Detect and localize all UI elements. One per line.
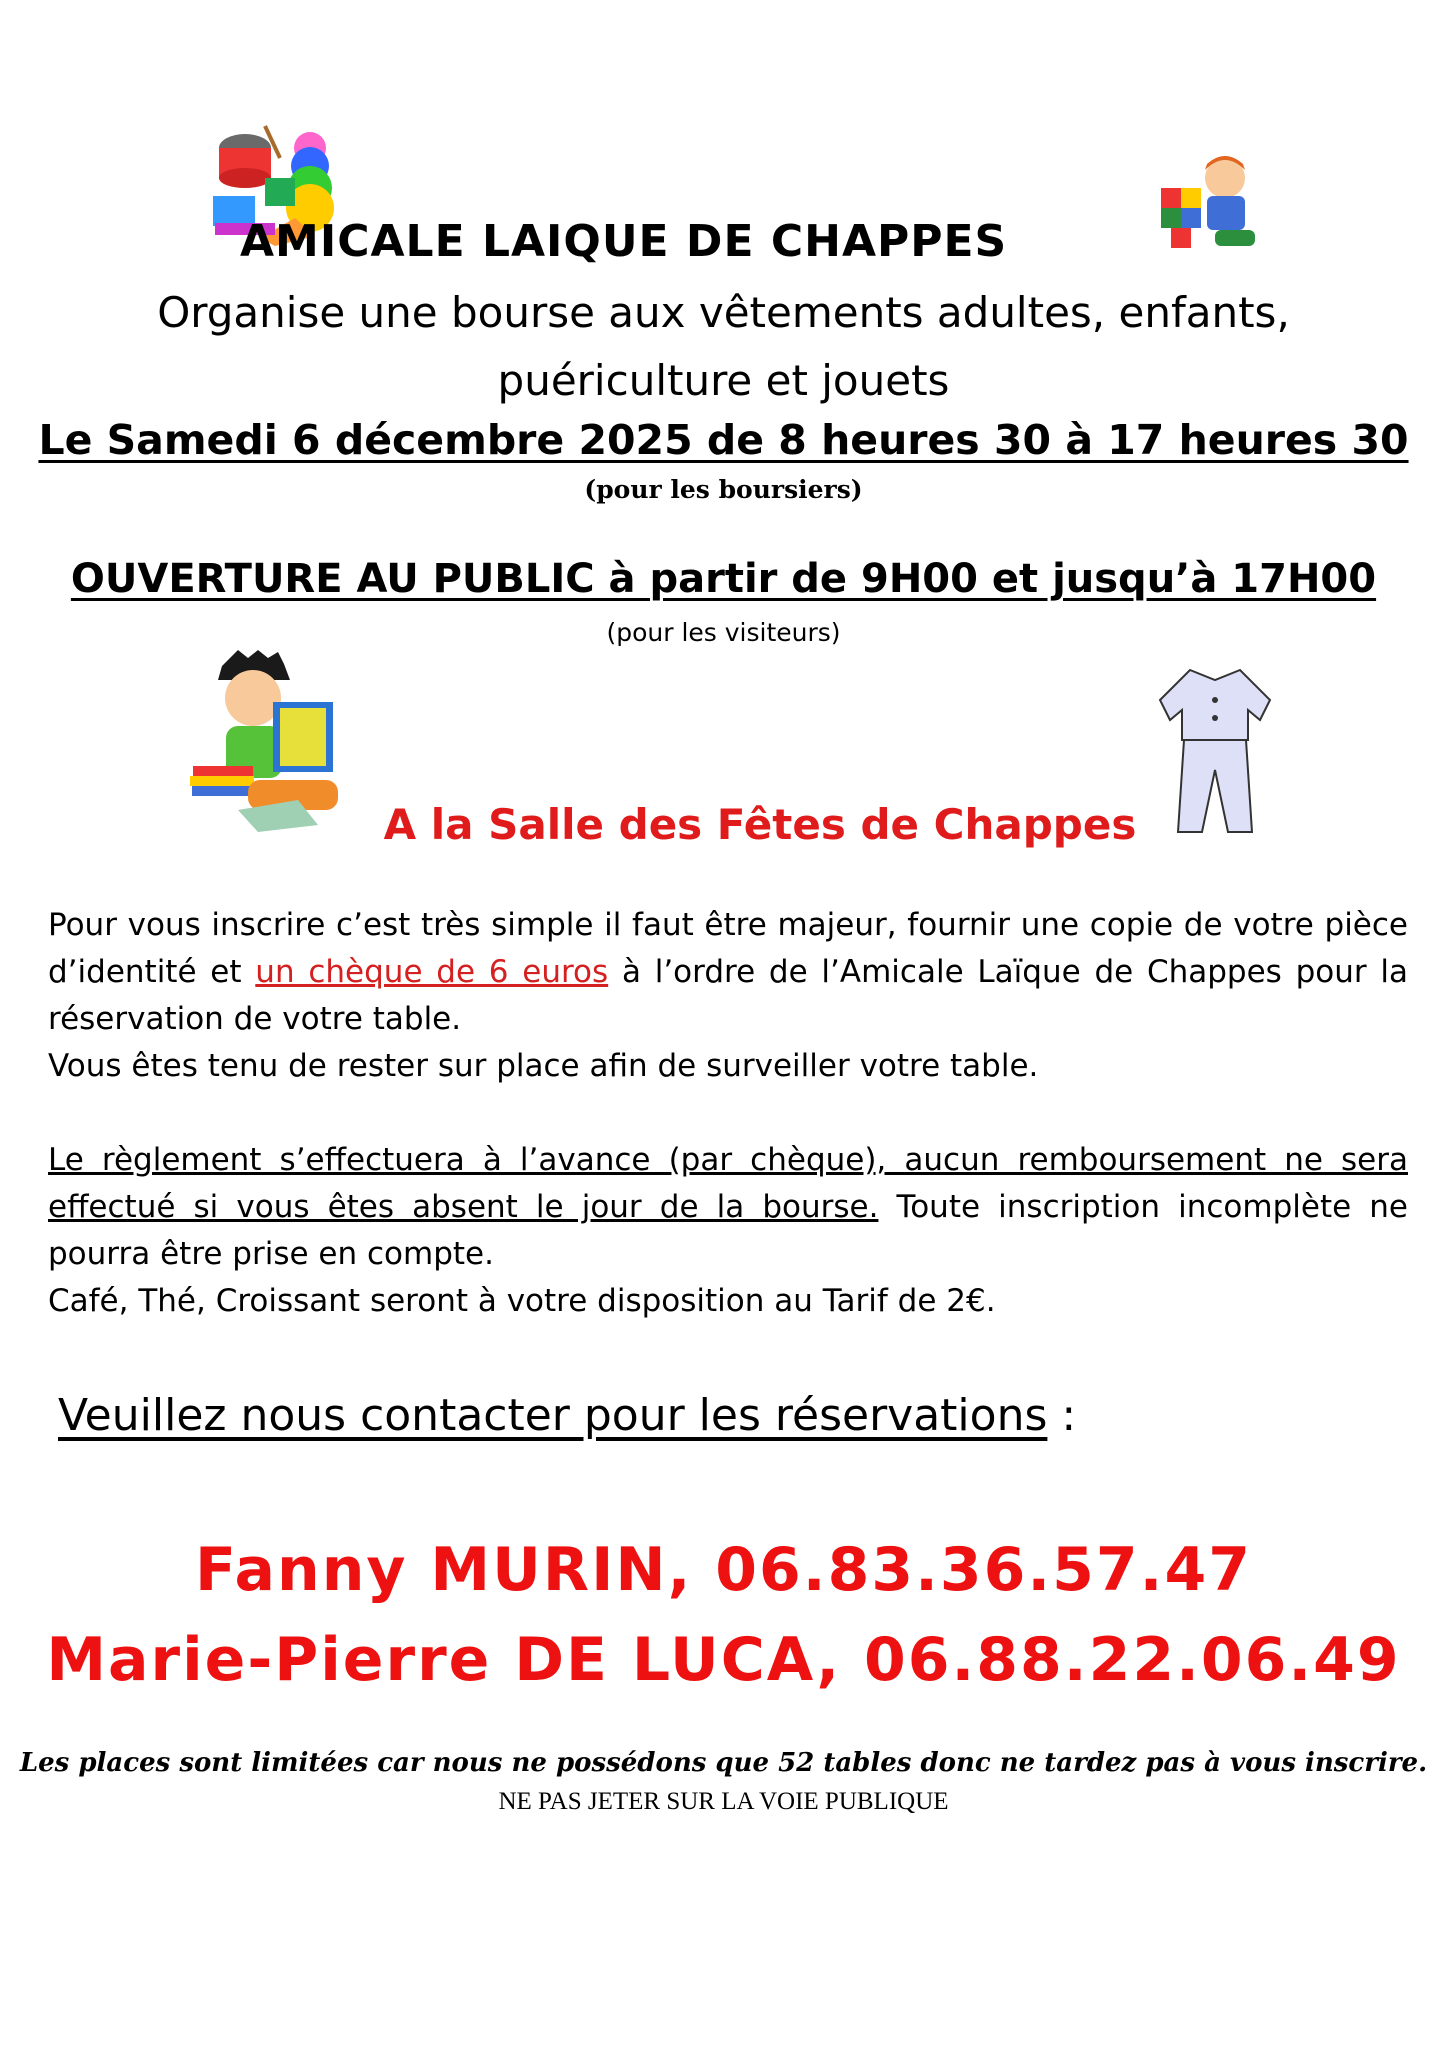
payment-text-rest: Toute inscription incomplète ne pourra être prise en compte. [48,1189,1408,1272]
disclaimer: NE PAS JETER SUR LA VOIE PUBLIQUE [498,1788,949,1815]
contact-person-2: Marie-Pierre DE LUCA, 06.88.22.06.49 [46,1625,1401,1695]
page-title: AMICALE LAIQUE DE CHAPPES [240,216,1008,267]
event-date: Le Samedi 6 décembre 2025 de 8 heures 30 à 17 heures 30 [38,416,1409,464]
subtitle-line-2: puériculture et jouets [497,356,950,405]
cheque-amount: un chèque de 6 euros [255,954,609,990]
contact-heading-text: Veuillez nous contacter pour les réservations [58,1390,1048,1441]
payment-paragraph [48,1137,1408,1278]
boursiers-note: (pour les boursiers) [584,475,863,504]
venue: A la Salle des Fêtes de Chappes [383,800,1137,849]
limited-places-note: Les places sont limitées car nous ne possédons que 52 tables donc ne tardez pas à vous inscrire. [19,1748,1428,1778]
stay-on-site-paragraph: Vous êtes tenu de rester sur place afin de surveiller votre table. [48,1048,1039,1084]
pajamas-clipart-icon [1150,660,1280,840]
contact-colon: : [1047,1390,1077,1441]
registration-text-part2: à l’ordre de l’Amicale Laïque de Chappes pour la réservation de votre table. [48,954,1408,1037]
contact-heading [58,1390,1076,1441]
registration-paragraph [48,902,1408,1043]
payment-underlined-text: Le règlement s’effectuera à l’avance (par chèque), aucun remboursement ne sera effectué si vous êtes absent le jour de la bourse. [48,1142,1408,1225]
public-opening: OUVERTURE AU PUBLIC à partir de 9H00 et jusqu’à 17H00 [70,556,1377,602]
child-reading-clipart-icon [178,650,363,840]
registration-text-part1: Pour vous inscrire c’est très simple il faut être majeur, fournir une copie de votre pièce d’identité et [48,907,1408,990]
subtitle-line-1: Organise une bourse aux vêtements adultes, enfants, [157,288,1290,337]
visitors-note: (pour les visiteurs) [606,618,841,647]
refreshments-paragraph: Café, Thé, Croissant seront à votre disposition au Tarif de 2€. [48,1283,996,1319]
contact-person-1: Fanny MURIN, 06.83.36.57.47 [195,1535,1252,1605]
